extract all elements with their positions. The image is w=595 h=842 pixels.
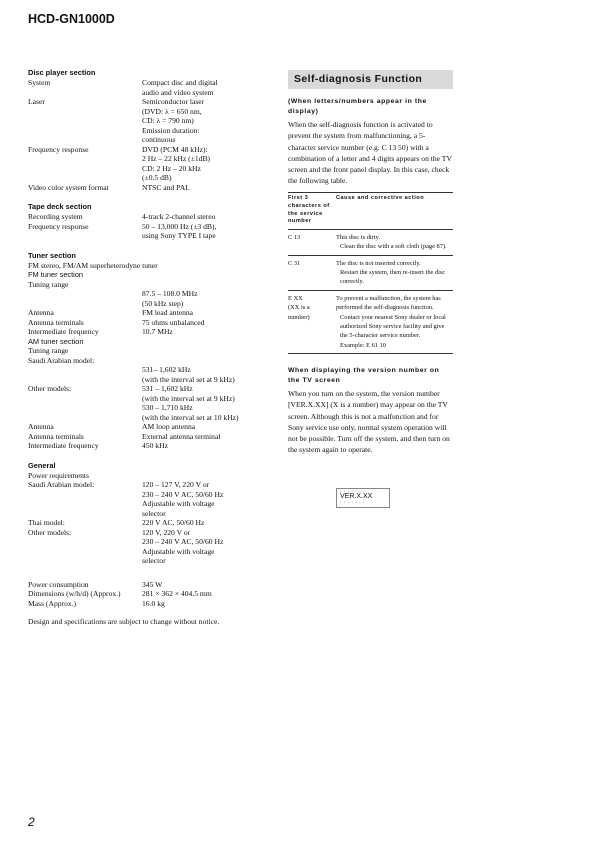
- change-notice: Design and specifications are subject to change without notice.: [28, 617, 220, 626]
- service-code-cell: C 31: [288, 255, 336, 290]
- general-section-heading: General: [28, 460, 56, 470]
- corrective-action-text: Restart the system, then re-insert the disc correctly.: [340, 269, 446, 286]
- spec-value: External antenna terminal: [142, 431, 221, 441]
- general-spec-list: [28, 580, 268, 609]
- am-spec-list: [28, 422, 268, 451]
- corrective-action-text: Contact your nearest Sony dealer or local authorized Sony service facility and give the 5-character service number. Example: E 61 10: [340, 313, 446, 349]
- tape-section-heading: Tape deck section: [28, 202, 92, 211]
- fm-tuning-label: Tuning range: [28, 279, 69, 289]
- spec-label: Intermediate frequency: [28, 441, 99, 450]
- spec-label: Thai model:: [28, 518, 65, 527]
- spec-label: Intermediate frequency: [28, 327, 99, 336]
- version-screen-illustration: [336, 488, 390, 508]
- model-title: HCD-GN1000D: [28, 12, 115, 26]
- screen-dots-top: • • • • • • •: [340, 489, 366, 493]
- spec-value: FM lead antenna: [142, 308, 194, 317]
- display-subheading: (When letters/numbers appear in the display): [288, 98, 427, 116]
- screen-version-text: VER.X.XX: [340, 493, 373, 500]
- spec-value: DVD (PCM 48 kHz): 2 Hz – 22 kHz (±1dB) CD: 2 Hz – 20 kHz (±0.5 dB): [142, 144, 211, 182]
- spec-value: 120 V, 220 V or 230 – 240 V AC, 50/60 Hz Adjustable with voltage selector: [142, 527, 224, 565]
- disc-section-heading: Disc player section: [28, 68, 96, 77]
- spec-value: 75 ohms unbalanced: [142, 317, 205, 327]
- power-spec-list: [28, 480, 268, 566]
- spec-row: [28, 589, 268, 599]
- am-tuning-label: Tuning range: [28, 346, 69, 355]
- service-code-table: [288, 192, 453, 354]
- am-saudi-value: 531– 1,602 kHz (with the interval set at 9 kHz): [142, 365, 235, 384]
- fm-tuner-heading: FM tuner section: [28, 270, 84, 279]
- spec-value: 50 – 13,000 Hz (±3 dB), using Sony TYPE I tape: [142, 221, 217, 240]
- spec-value: 345 W: [142, 579, 163, 589]
- tuner-section-heading: Tuner section: [28, 250, 76, 260]
- am-saudi-label: Saudi Arabian model:: [28, 355, 95, 365]
- spec-value: 10.7 MHz: [142, 327, 173, 336]
- spec-row: [28, 422, 268, 432]
- spec-value: 450 kHz: [142, 441, 168, 450]
- spec-label: Antenna terminals: [28, 317, 84, 327]
- spec-row: [28, 212, 268, 222]
- spec-label: Frequency response: [28, 144, 89, 154]
- cause-text: This disc is dirty.: [336, 233, 380, 241]
- spec-label: Video color system format: [28, 182, 109, 192]
- spec-label: Saudi Arabian model:: [28, 480, 95, 489]
- spec-row: [28, 528, 268, 566]
- cause-cell: [336, 290, 453, 353]
- table-row: [288, 255, 453, 290]
- fm-tuning-value: 87.5 – 108.0 MHz (50 kHz step): [142, 289, 198, 308]
- spec-row: [28, 97, 268, 145]
- spec-label: Dimensions (w/h/d) (Approx.): [28, 589, 121, 598]
- service-code-rows: [288, 229, 453, 353]
- spec-value: 16.0 kg: [142, 598, 165, 608]
- am-other-label: Other models:: [28, 384, 72, 393]
- code-column-header: First 3 characters of the service number: [288, 193, 336, 229]
- spec-value: 281 × 362 × 404.5 mm: [142, 589, 212, 598]
- spec-label: Frequency response: [28, 221, 89, 231]
- spec-value: AM loop antenna: [142, 422, 196, 431]
- spec-value: NTSC and PAL: [142, 182, 190, 192]
- spec-row: [28, 384, 268, 422]
- power-requirements-label: Power requirements: [28, 470, 89, 480]
- spec-row: [28, 480, 268, 518]
- version-paragraph: When you turn on the system, the version number [VER.X.XX] (X is a number) may appear on the TV screen. Although this is not a malfunction and for Sony service use only, normal system operation will not be possible. Turn off the system, and then turn on the system again to operate.: [288, 389, 450, 455]
- table-header-row: [288, 193, 453, 229]
- spec-row: [28, 78, 268, 97]
- spec-label: System: [28, 78, 51, 87]
- spec-label: Mass (Approx.): [28, 598, 77, 608]
- cause-text: The disc is not inserted correctly.: [336, 259, 421, 267]
- spec-row: [28, 441, 268, 451]
- spec-label: Power consumption: [28, 579, 89, 589]
- spec-value: Compact disc and digital audio and video system: [142, 78, 218, 97]
- spec-value: 120 – 127 V, 220 V or 230 – 240 V AC, 50/60 Hz Adjustable with voltage selector: [142, 480, 224, 518]
- spec-value: 220 V AC, 50/60 Hz: [142, 518, 205, 527]
- cause-cell: [336, 229, 453, 255]
- spec-row: [28, 327, 268, 337]
- cause-cell: [336, 255, 453, 290]
- spec-row: [28, 518, 268, 528]
- page-number: 2: [28, 815, 35, 829]
- table-row: [288, 290, 453, 353]
- version-subheading: When displaying the version number on the TV screen: [288, 367, 440, 385]
- fm-spec-list: [28, 308, 268, 337]
- spec-row: [28, 580, 268, 590]
- spec-row: [28, 222, 268, 241]
- spec-row: [28, 183, 268, 193]
- corrective-action-text: Clean the disc with a soft cloth (page 87).: [340, 243, 447, 251]
- spec-label: Antenna terminals: [28, 431, 84, 441]
- cause-column-header: Cause and corrective action: [336, 193, 453, 229]
- spec-row: [28, 599, 268, 609]
- spec-row: [28, 432, 268, 442]
- specifications-column: [28, 68, 268, 608]
- self-diagnosis-column: [288, 70, 453, 461]
- spec-row: [28, 145, 268, 183]
- am-other-value: 531 – 1,602 kHz (with the interval set at 9 kHz) 530 – 1,710 kHz (with the interval set at 10 kHz): [142, 384, 239, 422]
- spec-value: 4-track 2-channel stereo: [142, 212, 216, 221]
- spec-row: [28, 318, 268, 328]
- tuner-intro: FM stereo, FM/AM superheterodyne tuner: [28, 260, 158, 270]
- self-diagnosis-paragraph: When the self-diagnosis function is activated to prevent the system from malfunctioning, a 5-character service number (e.g. C 13 50) with a combination of a letter and 4 digits appears on the TV screen and the front panel display. In this case, check the following table.: [288, 120, 452, 186]
- screen-dots-bottom: • • • • • • •: [340, 500, 366, 504]
- spec-label: Antenna: [28, 422, 54, 431]
- spec-value: Semiconductor laser (DVD: λ = 650 nm, CD: λ = 790 nm) Emission duration: continuous: [142, 97, 205, 144]
- am-tuner-heading: AM tuner section: [28, 336, 84, 346]
- tape-spec-list: [28, 212, 268, 241]
- spec-row: [28, 308, 268, 318]
- spec-label: Antenna: [28, 308, 54, 317]
- cause-text: To prevent a malfunction, the system has performed the self-diagnosis function.: [336, 294, 441, 312]
- spec-label: Recording system: [28, 212, 83, 221]
- self-diagnosis-title: Self-diagnosis Function: [288, 70, 453, 89]
- disc-spec-list: [28, 78, 268, 192]
- service-code-cell: E XX (XX is a number): [288, 290, 336, 353]
- spec-label: Laser: [28, 97, 45, 106]
- spec-label: Other models:: [28, 527, 72, 537]
- service-code-cell: C 13: [288, 229, 336, 255]
- table-row: [288, 229, 453, 255]
